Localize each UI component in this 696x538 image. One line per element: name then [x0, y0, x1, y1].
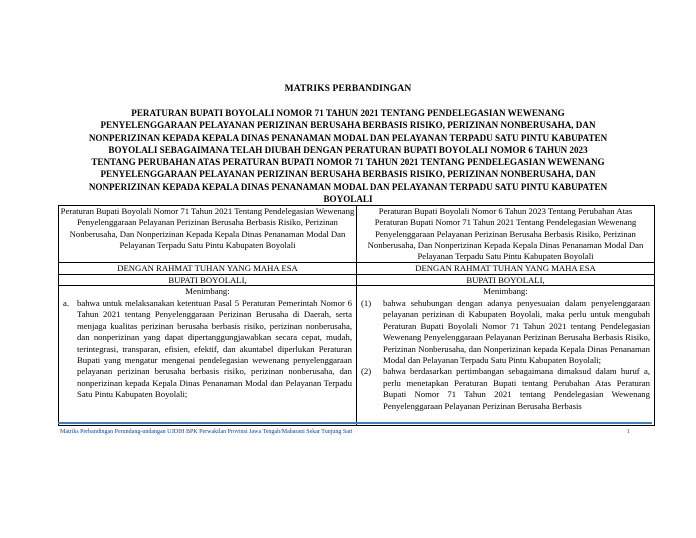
item-text: bahwa sehubungan dengan adanya penyesuaian dalam penyelenggaraan pelayanan perizinan di Kabupaten Boyolali, maka perlu untuk mengubah Peraturan Bupati Boyolali Nomor 71 Tahun 2021 tentang Pendelegasian Wewenang Penyelenggaraan Pelayanan Perizinan Berusaha Berbasis Risiko, Perizinan Nonberusaha, dan Nonperizinan kepada Kepala Dinas Penanaman Modal dan Pelayanan Terpadu Satu Pintu Kabupaten Boyolali; — [383, 297, 650, 365]
left-bupati: BUPATI BOYOLALI, — [59, 274, 357, 286]
comparison-table — [58, 205, 655, 426]
item-text: bahwa berdasarkan pertimbangan sebagaimana dimaksud dalam huruf a, perlu menetapkan Peraturan Bupati tentang Perubahan Atas Peraturan Bupati Nomor 71 Tahun 2021 tentang Pendelegasian Wewenang Penyelenggaraan Pelayanan Perizinan Berusaha Berbasis — [383, 366, 650, 411]
right-header-text: Peraturan Bupati Boyolali Nomor 6 Tahun 2023 Tentang Perubahan Atas Peraturan Bupati Nomor 71 Tahun 2021 Tentang Pendelegasian Wewenang Penyelenggaraan Pelayanan Perizinan Berusaha Berbasis Risiko, Perizinan Nonberusaha, Dan Nonperizinan Kepada Kepala Dinas Penanaman Modal Dan Pelayanan Terpadu Satu Pintu Kabupaten Boyolali — [367, 206, 644, 262]
subtitle-line: BOYOLALI — [323, 194, 373, 205]
right-menimbang-cell — [357, 286, 655, 426]
page-footer — [60, 429, 652, 435]
subtitle-line: TENTANG PERUBAHAN ATAS PERATURAN BUPATI NOMOR 71 TAHUN 2021 TENTANG PENDELEGASIAN WEWENANG — [91, 157, 605, 168]
left-menimbang-label: Menimbang: — [185, 286, 230, 297]
subtitle-line: PERATURAN BUPATI BOYOLALI NOMOR 71 TAHUN 2021 TENTANG PENDELEGASIAN WEWENANG — [131, 108, 565, 118]
table-header-row — [59, 206, 655, 263]
item-text: bahwa untuk melaksanakan ketentuan Pasal 5 Peraturan Pemerintah Nomor 6 Tahun 2021 tentang Penyelenggaraan Perizinan Berusaha di Daerah, serta menjaga kualitas perizinan berusaha berbasis risiko, perizinan nonberusaha, dan nonperizinan yang dapat dipertanggungjawabkan secara cepat, mudah, terintegrasi, transparan, efisien, efektif, dan akuntabel diperlukan Peraturan Bupati yang mengatur mengenai pendelegasian wewenang penyelenggaraan pelayanan perizinan berusaha berbasis risiko, perizinan nonberusaha, dan nonperizinan kepada Kepala Dinas Penanaman Modal dan Pelayanan Terpadu Satu Pintu Kabupaten Boyolali; — [77, 297, 352, 400]
left-header-text: Peraturan Bupati Boyolali Nomor 71 Tahun 2021 Tentang Pendelegasian Wewenang Penyelenggaraan Pelayanan Perizinan Berusaha Berbasis Risiko, Perizinan Nonberusaha, Dan Nonperizinan Kepada Kepala Dinas Penanaman Modal Dan Pelayanan Terpadu Satu Pintu Kabupaten Boyolali — [60, 206, 355, 250]
left-rahmat: DENGAN RAHMAT TUHAN YANG MAHA ESA — [59, 263, 357, 275]
document-title: MATRIKS PERBANDINGAN — [284, 84, 412, 94]
left-consideration-item — [63, 298, 352, 401]
right-menimbang-label: Menimbang: — [483, 286, 528, 297]
footer-text: Matriks Perbandingan Perundang-undangan UJDIH BPK Perwakilan Provinsi Jawa Tengah/Maharani Sekar Tunjung Sari — [60, 429, 353, 435]
bupati-row — [59, 274, 655, 286]
footer-divider — [58, 422, 652, 424]
left-column-header — [59, 206, 357, 263]
rahmat-row — [59, 263, 655, 275]
item-marker: a. — [63, 297, 70, 308]
subtitle-line: PENYELENGGARAAN PELAYANAN PERIZINAN BERUSAHA BERBASIS RISIKO, PERIZINAN NONBERUSAHA, DAN — [100, 120, 596, 131]
right-consideration-item-2 — [361, 366, 650, 412]
subtitle-line: PENYELENGGARAAN PELAYANAN PERIZINAN BERUSAHA BERBASIS RISIKO, PERIZINAN NONBERUSAHA, DAN — [100, 169, 596, 180]
right-consideration-item-1 — [361, 298, 650, 366]
right-bupati: BUPATI BOYOLALI, — [357, 274, 655, 286]
right-column-header — [357, 206, 655, 263]
subtitle-line: NONPERIZINAN KEPADA KEPALA DINAS PENANAMAN MODAL DAN PELAYANAN TERPADU SATU PINTU KABUPATEN — [88, 181, 608, 192]
document-subtitle — [56, 107, 640, 205]
item-marker: (2) — [361, 366, 372, 377]
subtitle-line: BOYOLALI SEBAGAIMANA TELAH DIUBAH DENGAN PERATURAN BUPATI BOYOLALI NOMOR 6 TAHUN 2023 — [108, 144, 588, 155]
left-menimbang-cell — [59, 286, 357, 426]
right-rahmat: DENGAN RAHMAT TUHAN YANG MAHA ESA — [357, 263, 655, 275]
item-marker: (1) — [361, 297, 372, 308]
page-number: 1 — [627, 429, 630, 435]
menimbang-row — [59, 286, 655, 426]
subtitle-line: NONPERIZINAN KEPADA KEPALA DINAS PENANAMAN MODAL DAN PELAYANAN TERPADU SATU PINTU KABUPATEN — [88, 132, 608, 143]
